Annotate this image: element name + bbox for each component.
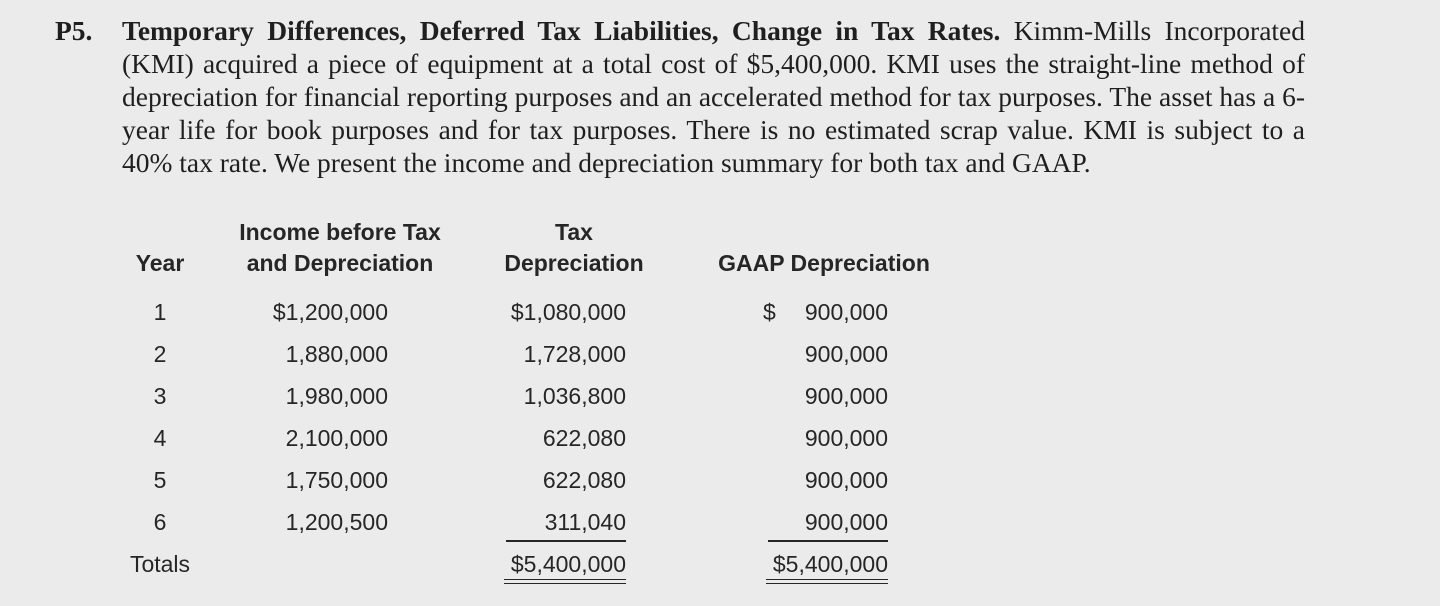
row-income: 1,200,500 [285,509,388,535]
row-income: 1,880,000 [285,341,388,367]
row-tax-depreciation: 622,080 [542,467,626,493]
row-year: 4 [153,425,167,451]
header-tax-line1: Tax [555,219,593,245]
gaap-subtotal-rule [768,540,888,542]
row-tax-depreciation: 311,040 [544,509,626,535]
problem-statement [55,14,1305,179]
row-tax-depreciation: 622,080 [542,425,626,451]
header-year: Year [135,250,185,276]
row-year: 6 [153,509,167,535]
gaap-value: 900,000 [804,299,888,325]
row-income: 1,980,000 [285,383,388,409]
row-tax-depreciation: 1,728,000 [523,341,626,367]
row-year: 3 [153,383,167,409]
row-income: 2,100,000 [285,425,388,451]
row-tax-depreciation: $1,080,000 [510,299,626,325]
header-income-line2: and Depreciation [246,250,434,276]
header-tax-line2: Depreciation [504,250,644,276]
row-year: 1 [153,299,167,325]
gaap-total-double-rule-bottom [766,583,888,584]
problem-number: P5. [55,15,93,46]
row-income: $1,200,000 [272,299,388,325]
tax-subtotal-rule [506,540,626,542]
header-income-line1: Income before Tax [239,219,441,245]
row-tax-depreciation: 1,036,800 [523,383,626,409]
problem-text: Kimm-Mills Incorporated (KMI) acquired a piece of equipment at a total cost of $5,400,000. KMI uses the straight-line method of depreciation for financial reporting purposes and an accelerated method for tax purposes. The asset has a 6-year life for book purposes and for tax purposes. There is no estimated scrap value. KMI is subject to a 40% tax rate. We present the income and depreciation summary for both tax and GAAP. [122,15,1306,178]
row-gaap-depreciation: 900,000 [804,425,888,451]
row-gaap-depreciation: 900,000 [804,467,888,493]
totals-gaap-depreciation: $5,400,000 [772,551,888,577]
totals-tax-depreciation: $5,400,000 [510,551,626,577]
gaap-total-double-rule-top [766,579,888,580]
row-year: 2 [153,341,167,367]
row-gaap-depreciation [700,298,888,326]
header-gaap: GAAP Depreciation [718,250,930,276]
row-gaap-depreciation: 900,000 [804,341,888,367]
problem-title: Temporary Differences, Deferred Tax Liabilities, Change in Tax Rates. [122,15,1001,46]
row-income: 1,750,000 [285,467,388,493]
gaap-dollar-sign: $ [763,299,776,325]
tax-total-double-rule-bottom [504,583,626,584]
row-year: 5 [153,467,167,493]
tax-total-double-rule-top [504,579,626,580]
problem-body [122,14,1305,179]
totals-label: Totals [129,551,191,577]
row-gaap-depreciation: 900,000 [804,383,888,409]
row-gaap-depreciation: 900,000 [804,509,888,535]
